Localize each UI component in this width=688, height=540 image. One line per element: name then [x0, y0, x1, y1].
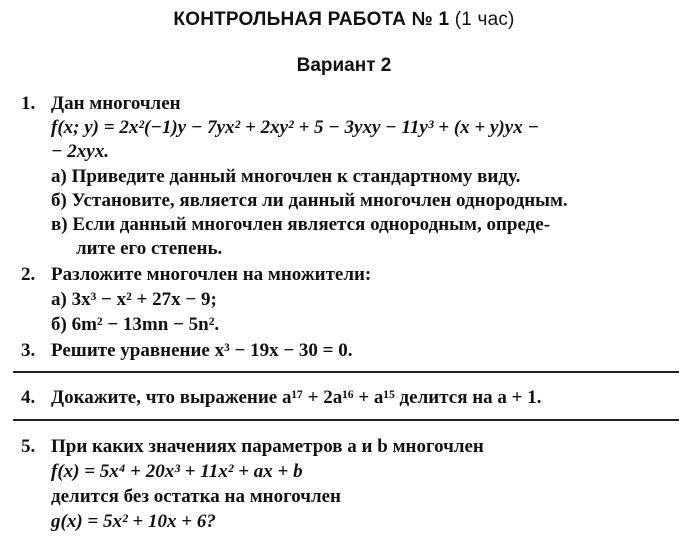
task-2-item-a-text: а) 3x³ − x² + 27x − 9;	[51, 289, 217, 310]
task-1-item-b-text: б) Установите, является ли данный многочлен однородным.	[51, 190, 568, 211]
task-3-text: Решите уравнение x³ − 19x − 30 = 0.	[51, 340, 353, 361]
task-1-intro: Дан многочлен	[51, 93, 181, 114]
task-5-text-2: f(x) = 5x⁴ + 20x³ + 11x² + ax + b	[51, 461, 303, 482]
task-5-text-1: При каких значениях параметров a и b многочлен	[51, 436, 484, 457]
title-text: КОНТРОЛЬНАЯ РАБОТА № 1	[173, 9, 450, 30]
task-1-formula-1: f(x; y) = 2x²(−1)y − 7yx² + 2xy² + 5 − 3yxy − 11y³ + (x + y)yx −	[51, 117, 539, 138]
task-number: 2.	[21, 264, 36, 285]
task-1-item-c-text-2: лите его степень.	[76, 238, 223, 259]
title-duration: (1 час)	[454, 9, 515, 30]
task-number: 5.	[21, 436, 36, 457]
task-1-formula-2: − 2xyx.	[51, 141, 109, 162]
variant-heading: Вариант 2	[296, 55, 392, 76]
task-2-intro: Разложите многочлен на множители:	[51, 264, 372, 285]
task-4-text: Докажите, что выражение a¹⁷ + 2a¹⁶ + a¹⁵ делится на a + 1.	[51, 387, 542, 408]
section-divider	[13, 419, 679, 421]
task-number: 4.	[21, 387, 36, 408]
task-1-item-a-text: а) Приведите данный многочлен к стандартному виду.	[51, 166, 521, 187]
task-5-text-4: g(x) = 5x² + 10x + 6?	[51, 511, 216, 532]
task-5-text-3: делится без остатка на многочлен	[51, 486, 342, 507]
page-title	[0, 9, 688, 31]
task-2-item-b-text: б) 6m² − 13mn − 5n².	[51, 314, 220, 335]
task-1-item-c-text: в) Если данный многочлен является однородным, опреде-	[51, 214, 551, 235]
section-divider	[13, 371, 679, 373]
task-number: 1.	[21, 93, 36, 114]
task-number: 3.	[21, 340, 36, 361]
